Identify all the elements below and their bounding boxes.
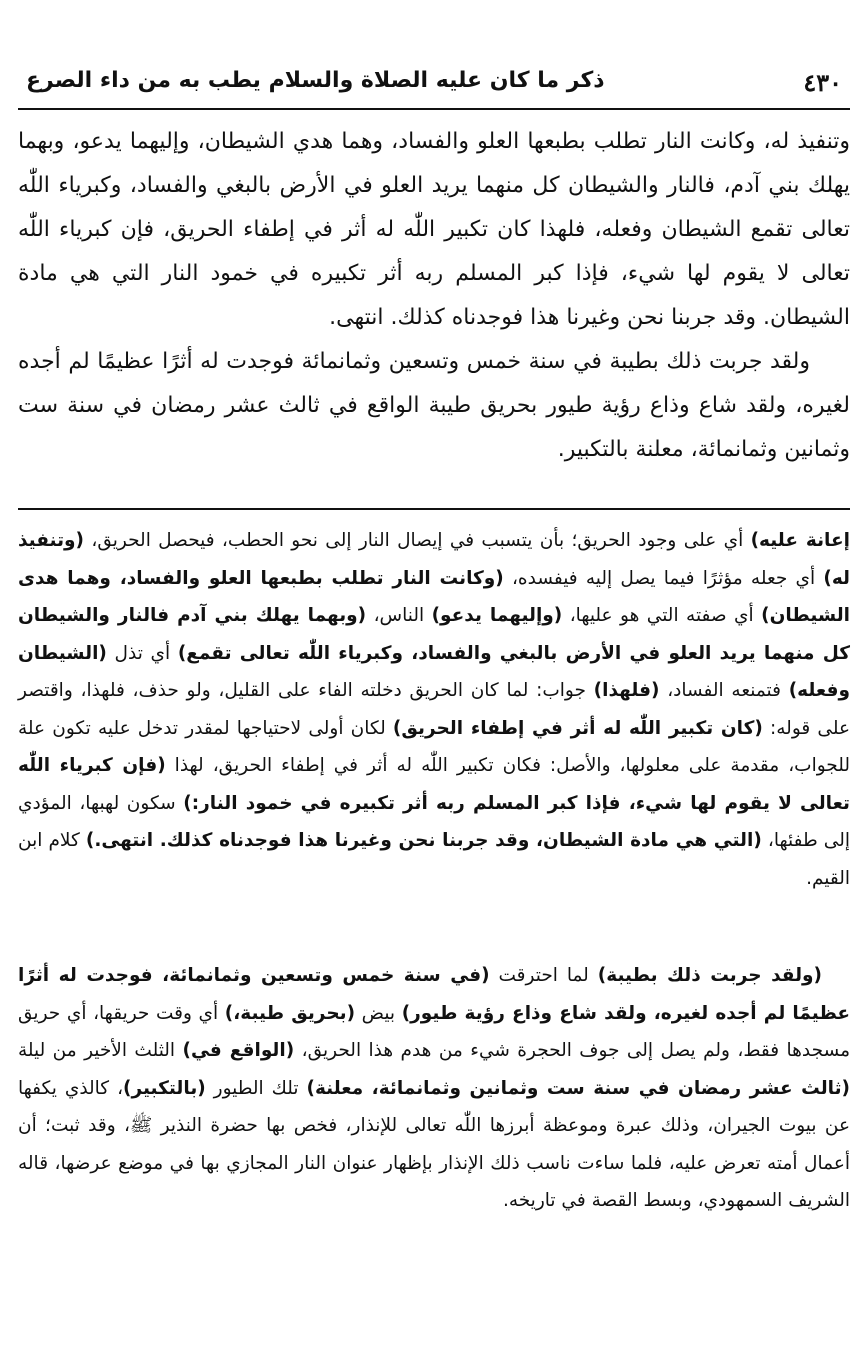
commentary-paragraph: [18, 522, 850, 897]
commentary-paragraph: [18, 957, 850, 1220]
commentary-text: الثلث الأخير من ليلة: [18, 1040, 183, 1061]
commentary-quote: (بالتكبير): [123, 1077, 206, 1099]
commentary-text: أي جعله مؤثرًا فيما يصل إليه فيفسده،: [503, 567, 824, 589]
commentary-quote: (في سنة خمس وتسعين وثمانمائة، فوجدت له أثرًا عظيمًا لم أجده لغيره، ولقد شاع وذاع رؤية طيور): [18, 965, 850, 1024]
commentary-quote: (وكانت النار تطلب بطبعها العلو والفساد، وهما هدى الشيطان): [18, 567, 850, 626]
commentary-text: جواب: لما كان الحريق دخلته الفاء على القليل، ولو حذف، فلهذا، واقتصر على قوله:: [18, 680, 850, 739]
commentary-text: لما احترقت: [489, 965, 598, 986]
footnote-separator: [18, 508, 850, 510]
commentary-text: أي على وجود الحريق؛ بأن يتسبب في إيصال النار إلى نحو الحطب، فيحصل الحريق،: [84, 530, 751, 551]
commentary-quote: (وبهما يهلك بني آدم فالنار والشيطان كل منهما يريد العلو في الأرض بالبغي والفساد، وكبرياء اللّٰه تعالى تقمع): [18, 605, 850, 664]
commentary-text: كلام ابن القيم.: [18, 830, 850, 889]
commentary-quote: (فلهذا): [593, 680, 660, 701]
commentary-text: أي صفته التي هو عليها،: [562, 605, 762, 626]
commentary-quote: (فإن كبرياء اللّٰه تعالى لا يقوم لها شيء، فإذا كبر المسلم ربه أثر تكبيره في خمود النار:): [18, 755, 850, 814]
commentary-text: ، كالذي يكفها عن بيوت الجيران، وذلك عبرة وموعظة أبرزها اللّٰه تعالى للإنذار، فخص بها حضرة النذير ﷺ، وقد ثبت؛ أن أعمال أمته تعرض عليه، فلما ساءت ناسب ذلك الإنذار بإظهار عنوان النار المجازي بها في موضع عرضها، قاله الشريف السمهودي، وبسط القصة في تاريخه.: [18, 1077, 850, 1211]
commentary-quote: (بحريق طيبة،): [224, 1002, 356, 1024]
running-title: ذكر ما كان عليه الصلاة والسلام يطب به من داء الصرع: [26, 68, 605, 93]
commentary-text: فتمنعه الفساد،: [659, 680, 789, 701]
commentary-text: بيض: [355, 1002, 402, 1024]
commentary-text: لكان أولى لاحتياجها لمقدر تدخل عليه تكون علة للجواب، مقدمة على معلولها، والأصل: فكان تكبير اللّٰه له أثر في إطفاء الحريق، لهذا: [18, 717, 850, 776]
commentary-text: أي وقت حريقها، أي حريق مسجدها فقط، ولم يصل إلى جوف الحجرة شيء من هدم هذا الحريق،: [18, 1002, 850, 1061]
commentary-quote: إعانة عليه): [750, 530, 850, 551]
commentary-quote: (ولقد جربت ذلك بطيبة): [597, 965, 822, 986]
commentary-text: تلك الطيور: [205, 1077, 307, 1099]
commentary-quote: (وإليهما يدعو): [431, 605, 563, 626]
commentary-text: سكون لهبها، المؤدي إلى طفئها،: [18, 792, 850, 851]
commentary-text: الناس،: [366, 605, 432, 626]
commentary-quote: (ثالث عشر رمضان في سنة ست وثمانين وثمانمائة، معلنة): [306, 1077, 850, 1099]
paragraph-gap: [18, 897, 850, 957]
main-paragraph: ولقد جربت ذلك بطيبة في سنة خمس وتسعين وثمانمائة فوجدت له أثرًا عظيمًا لم أجده لغيره، ولقد شاع وذاع رؤية طيور بحريق طيبة الواقع في ثالث عشر رمضان في سنة ست وثمانين وثمانمائة، معلنة بالتكبير.: [18, 349, 850, 462]
commentary-quote: (التي هي مادة الشيطان، وقد جربنا نحن وغيرنا هذا فوجدناه كذلك. انتهى.): [85, 830, 762, 851]
main-text: [18, 120, 850, 472]
commentary-quote: (الواقع في): [182, 1040, 295, 1061]
page-number: ٤٣٠: [803, 68, 842, 97]
main-paragraph: وتنفيذ له، وكانت النار تطلب بطبعها العلو والفساد، وهما هدي الشيطان، وإليهما يدعو، وبهما يهلك بني آدم، فالنار والشيطان كل منهما يريد العلو في الأرض بالبغي والفساد، وكبرياء اللّٰه تعالى تقمع الشيطان وفعله، فلهذا كان تكبير اللّٰه له أثر في إطفاء الحريق، فإن كبرياء اللّٰه تعالى لا يقوم لها شيء، فإذا كبر المسلم ربه أثر تكبيره في خمود النار التي هي مادة الشيطان. وقد جربنا نحن وغيرنا هذا فوجدناه كذلك. انتهى.: [18, 129, 850, 330]
commentary: [18, 522, 850, 1220]
commentary-quote: (الشيطان وفعله): [18, 642, 850, 701]
page-header: [18, 58, 850, 110]
commentary-quote: (وتنفيذ له): [18, 530, 850, 589]
commentary-quote: (كان تكبير اللّٰه له أثر في إطفاء الحريق): [392, 717, 763, 739]
commentary-text: أي تذل: [106, 642, 178, 664]
